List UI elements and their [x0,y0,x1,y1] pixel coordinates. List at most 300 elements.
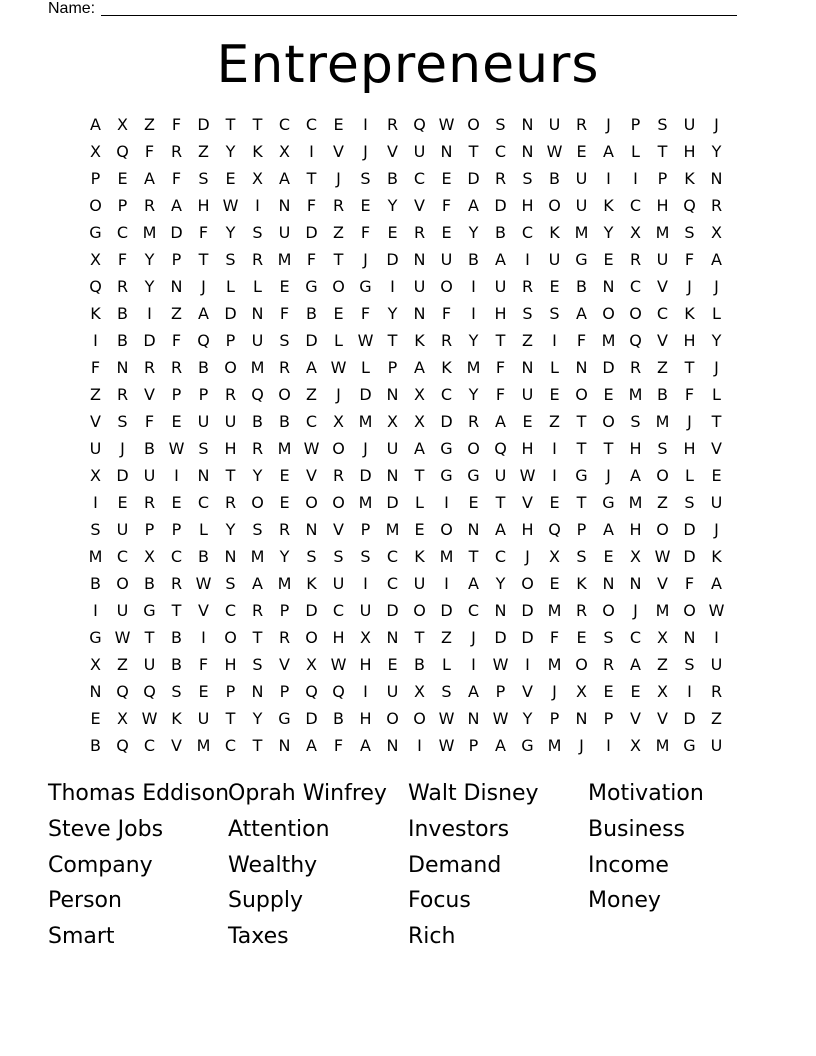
grid-letter: M [439,547,454,566]
grid-letter: H [629,439,642,458]
grid-letter: O [521,574,534,593]
grid-letter: S [90,520,101,539]
grid-letter: F [441,196,452,215]
grid-letter: U [656,250,669,269]
grid-letter: M [88,547,103,566]
grid-letter: S [549,304,560,323]
grid-letter: W [708,601,725,620]
grid-letter: C [629,628,642,647]
grid-letter: G [467,466,480,485]
grid-letter: R [710,196,723,215]
grid-letter: K [441,358,452,377]
grid-letter: U [494,277,507,296]
grid-letter: G [278,709,291,728]
grid-letter: E [387,223,398,242]
grid-letter: T [495,331,506,350]
word-list-item: Company [48,852,153,878]
grid-letter: L [199,520,208,539]
grid-letter: F [684,574,695,593]
grid-letter: R [224,493,237,512]
grid-letter: C [413,169,426,188]
grid-letter: D [521,601,534,620]
grid-letter: P [225,331,236,350]
grid-letter: L [712,385,721,404]
grid-letter: J [336,385,341,404]
grid-letter: P [225,682,236,701]
grid-letter: Z [117,655,128,674]
grid-letter: O [413,709,426,728]
grid-letter: S [225,574,236,593]
grid-letter: T [333,250,344,269]
grid-letter: A [495,412,506,431]
grid-letter: F [684,385,695,404]
grid-letter: V [333,142,344,161]
grid-letter: O [575,655,588,674]
grid-letter: X [387,412,398,431]
grid-letter: T [225,115,236,134]
grid-letter: M [277,574,292,593]
grid-letter: Y [252,466,263,485]
word-list-item: Supply [228,888,303,914]
grid-letter: N [278,196,291,215]
grid-letter: B [333,709,344,728]
grid-letter: I [525,250,530,269]
grid-letter: N [629,574,642,593]
grid-letter: Q [494,439,507,458]
grid-letter: L [442,655,451,674]
grid-letter: T [657,142,668,161]
grid-letter: S [306,547,317,566]
grid-letter: V [144,385,155,404]
grid-letter: N [251,682,264,701]
grid-letter: X [90,142,101,161]
grid-letter: N [170,277,183,296]
grid-letter: D [386,493,399,512]
grid-letter: V [657,574,668,593]
grid-letter: E [441,223,452,242]
grid-letter: C [656,304,669,323]
grid-letter: U [710,493,723,512]
grid-letter: R [251,250,264,269]
grid-letter: U [143,466,156,485]
grid-letter: H [521,520,534,539]
word-list-item: Money [588,888,661,914]
grid-letter: M [250,358,265,377]
grid-letter: H [521,196,534,215]
grid-letter: G [683,736,696,755]
grid-letter: F [306,196,317,215]
grid-letter: R [629,250,642,269]
grid-letter: U [89,439,102,458]
grid-letter: Y [252,709,263,728]
grid-letter: D [440,412,453,431]
grid-letter: N [386,736,399,755]
grid-letter: C [332,601,345,620]
grid-letter: K [603,196,614,215]
grid-letter: C [494,547,507,566]
grid-letter: T [225,466,236,485]
grid-letter: I [471,304,476,323]
word-list-item: Attention [228,816,330,842]
grid-letter: O [548,196,561,215]
grid-letter: B [90,574,101,593]
grid-letter: X [711,223,722,242]
grid-letter: A [630,655,641,674]
grid-letter: W [222,196,239,215]
grid-letter: L [685,466,694,485]
grid-letter: I [93,493,98,512]
grid-letter: N [386,385,399,404]
grid-letter: E [279,466,290,485]
grid-letter: R [170,142,183,161]
grid-letter: A [711,574,722,593]
grid-letter: R [575,601,588,620]
grid-letter: N [602,277,615,296]
grid-letter: N [386,466,399,485]
grid-letter: H [224,655,237,674]
grid-letter: D [494,628,507,647]
grid-letter: G [575,466,588,485]
grid-letter: N [467,709,480,728]
grid-letter: I [552,466,557,485]
grid-letter: S [333,547,344,566]
grid-letter: X [549,547,560,566]
grid-letter: J [363,142,368,161]
grid-letter: V [522,682,533,701]
word-list-item: Focus [408,888,471,914]
grid-letter: F [144,412,155,431]
grid-letter: P [171,250,182,269]
grid-letter: V [711,439,722,458]
grid-letter: T [225,709,236,728]
grid-letter: Z [657,493,668,512]
grid-letter: C [116,547,129,566]
word-list-item: Demand [408,852,502,878]
grid-letter: T [576,493,587,512]
grid-letter: E [576,628,587,647]
grid-letter: M [142,223,157,242]
grid-letter: Y [711,331,722,350]
grid-letter: U [440,250,453,269]
grid-letter: X [117,709,128,728]
grid-letter: D [305,331,318,350]
grid-letter: I [417,736,422,755]
grid-letter: D [224,304,237,323]
grid-letter: O [413,601,426,620]
grid-letter: D [116,466,129,485]
grid-letter: A [495,520,506,539]
grid-letter: D [305,223,318,242]
grid-letter: R [116,277,129,296]
grid-letter: M [358,412,373,431]
grid-letter: X [333,412,344,431]
grid-letter: K [684,304,695,323]
grid-letter: C [467,601,480,620]
grid-letter: H [683,142,696,161]
grid-letter: W [168,439,185,458]
grid-letter: A [414,358,425,377]
grid-letter: J [606,466,611,485]
grid-letter: N [710,169,723,188]
grid-letter: T [198,250,209,269]
grid-letter: E [279,493,290,512]
grid-letter: B [117,304,128,323]
grid-letter: L [253,277,262,296]
grid-letter: N [521,115,534,134]
grid-letter: A [468,196,479,215]
grid-letter: Y [279,547,290,566]
grid-letter: N [278,736,291,755]
grid-letter: U [575,169,588,188]
grid-letter: D [683,547,696,566]
grid-letter: D [143,331,156,350]
grid-letter: O [224,358,237,377]
grid-letter: I [633,169,638,188]
grid-letter: Q [683,196,696,215]
word-list-item: Walt Disney [408,781,539,806]
grid-letter: H [332,628,345,647]
grid-letter: E [198,682,209,701]
grid-letter: P [171,385,182,404]
grid-letter: Y [468,385,479,404]
grid-letter: C [386,574,399,593]
grid-letter: C [143,736,156,755]
grid-letter: I [714,628,719,647]
grid-letter: G [521,736,534,755]
grid-letter: R [332,466,345,485]
grid-letter: S [252,520,263,539]
grid-letter: X [144,547,155,566]
grid-letter: K [711,547,722,566]
grid-letter: P [144,520,155,539]
grid-letter: I [687,682,692,701]
grid-letter: U [494,466,507,485]
grid-letter: I [174,466,179,485]
grid-letter: D [494,196,507,215]
grid-letter: C [116,223,129,242]
grid-letter: E [90,709,101,728]
grid-letter: I [552,331,557,350]
grid-letter: O [278,385,291,404]
grid-letter: B [468,250,479,269]
grid-letter: S [441,682,452,701]
grid-letter: S [630,412,641,431]
grid-letter: O [467,439,480,458]
grid-letter: N [494,601,507,620]
grid-letter: U [116,520,129,539]
grid-letter: H [494,304,507,323]
grid-letter: T [171,601,182,620]
grid-letter: C [224,601,237,620]
grid-letter: B [144,574,155,593]
grid-letter: F [576,331,587,350]
grid-letter: G [602,493,615,512]
grid-letter: W [330,655,347,674]
grid-letter: Q [332,682,345,701]
grid-letter: X [90,466,101,485]
grid-letter: Y [495,574,506,593]
grid-letter: S [495,115,506,134]
grid-letter: K [414,547,425,566]
grid-letter: X [630,736,641,755]
grid-letter: Q [116,682,129,701]
grid-letter: U [413,574,426,593]
grid-letter: S [684,655,695,674]
grid-letter: O [440,277,453,296]
grid-letter: M [358,493,373,512]
grid-letter: P [279,682,290,701]
grid-letter: U [116,601,129,620]
grid-letter: R [521,277,534,296]
grid-letter: R [440,331,453,350]
grid-letter: F [117,250,128,269]
grid-letter: P [171,520,182,539]
grid-letter: B [414,655,425,674]
grid-letter: B [198,358,209,377]
grid-letter: Q [251,385,264,404]
grid-letter: E [522,412,533,431]
grid-letter: U [278,223,291,242]
grid-letter: O [467,115,480,134]
grid-letter: P [360,520,371,539]
grid-letter: M [277,250,292,269]
grid-letter: P [387,358,398,377]
grid-letter: Y [711,142,722,161]
grid-letter: C [521,223,534,242]
grid-letter: W [654,547,671,566]
grid-letter: E [549,493,560,512]
grid-letter: A [171,196,182,215]
grid-letter: R [224,385,237,404]
grid-letter: L [226,277,235,296]
grid-letter: X [90,250,101,269]
grid-letter: G [440,439,453,458]
grid-letter: C [224,736,237,755]
grid-letter: R [170,358,183,377]
grid-letter: N [683,628,696,647]
word-list-item: Income [588,852,669,878]
grid-letter: W [492,709,509,728]
grid-letter: E [414,520,425,539]
grid-letter: F [171,331,182,350]
grid-letter: W [195,574,212,593]
grid-letter: K [684,169,695,188]
grid-letter: J [363,439,368,458]
grid-letter: D [386,250,399,269]
grid-letter: I [525,655,530,674]
grid-letter: U [575,196,588,215]
grid-letter: U [683,115,696,134]
grid-letter: M [655,601,670,620]
grid-letter: F [360,223,371,242]
grid-letter: I [309,142,314,161]
grid-letter: A [90,115,101,134]
grid-letter: X [360,628,371,647]
grid-letter: T [144,628,155,647]
grid-letter: T [252,736,263,755]
grid-letter: F [90,358,101,377]
grid-letter: I [201,628,206,647]
grid-letter: K [549,223,560,242]
grid-letter: T [252,628,263,647]
word-list-item: Person [48,888,122,914]
grid-letter: X [576,682,587,701]
grid-letter: N [224,547,237,566]
grid-letter: X [414,682,425,701]
grid-letter: X [279,142,290,161]
grid-letter: S [198,439,209,458]
grid-letter: I [471,277,476,296]
grid-letter: M [196,736,211,755]
grid-letter: E [279,277,290,296]
grid-letter: A [495,736,506,755]
grid-letter: M [601,331,616,350]
grid-letter: X [414,412,425,431]
word-list-item: Business [588,816,686,842]
grid-letter: D [440,601,453,620]
grid-letter: M [628,385,643,404]
grid-letter: V [306,466,317,485]
grid-letter: D [602,358,615,377]
grid-letter: A [252,574,263,593]
grid-letter: X [630,547,641,566]
grid-letter: I [93,601,98,620]
grid-letter: P [279,601,290,620]
grid-letter: S [252,223,263,242]
grid-letter: F [144,142,155,161]
grid-letter: B [117,331,128,350]
grid-letter: B [252,412,263,431]
grid-letter: U [386,682,399,701]
grid-letter: Z [306,385,317,404]
word-list-item: Thomas Eddison [48,781,230,806]
grid-letter: P [468,736,479,755]
grid-letter: J [687,412,692,431]
grid-letter: T [414,466,425,485]
grid-letter: Y [225,520,236,539]
grid-letter: R [143,493,156,512]
grid-letter: S [171,682,182,701]
grid-letter: P [198,385,209,404]
grid-letter: F [495,358,506,377]
grid-letter: E [171,412,182,431]
grid-letter: Z [711,709,722,728]
word-list [48,778,768,957]
grid-letter: E [441,169,452,188]
grid-letter: R [494,169,507,188]
grid-letter: C [629,196,642,215]
grid-letter: Y [387,304,398,323]
grid-letter: Y [225,223,236,242]
grid-letter: S [252,655,263,674]
grid-letter: M [574,223,589,242]
grid-letter: I [471,655,476,674]
grid-letter: R [467,412,480,431]
grid-letter: E [603,250,614,269]
grid-letter: R [116,385,129,404]
grid-letter: S [522,169,533,188]
grid-letter: Q [143,682,156,701]
grid-letter: S [279,331,290,350]
grid-letter: Y [468,331,479,350]
grid-letter: E [333,115,344,134]
grid-letter: Q [116,736,129,755]
grid-letter: L [712,304,721,323]
word-list-item: Wealthy [228,852,318,878]
grid-letter: Z [144,115,155,134]
grid-letter: R [332,196,345,215]
grid-letter: V [630,709,641,728]
